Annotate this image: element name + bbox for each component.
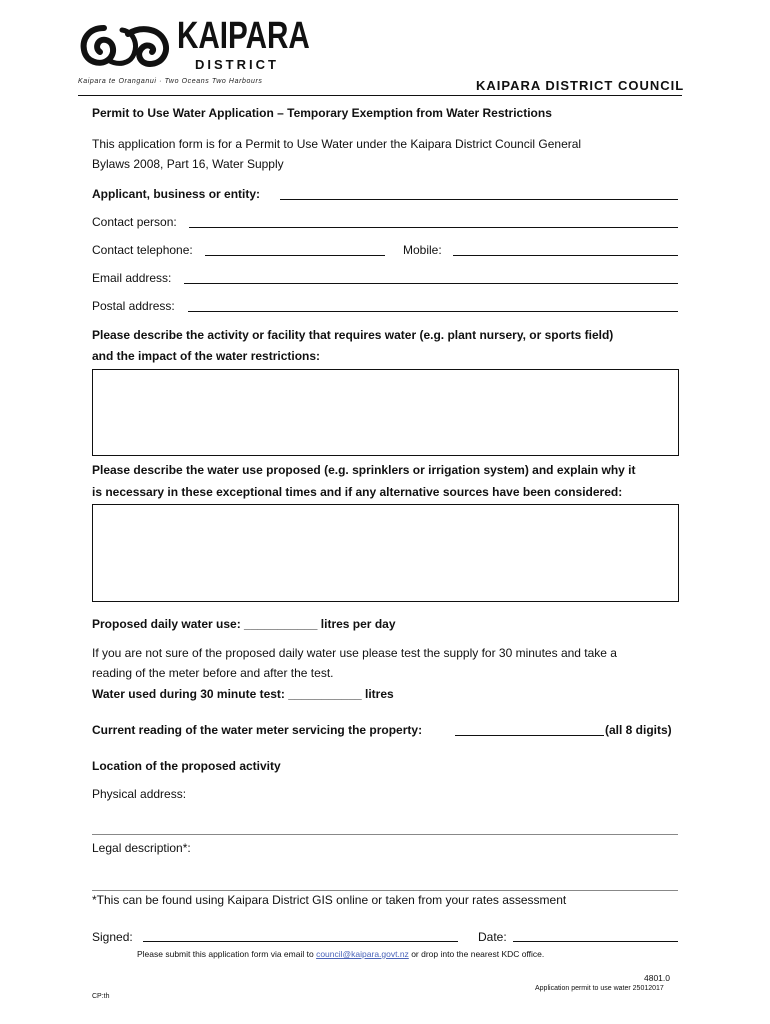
contact-person-field[interactable] <box>189 227 678 228</box>
legal-description-field[interactable] <box>92 890 678 891</box>
water-use-question-line-2: is necessary in these exceptional times and if any alternative sources have been considered: <box>92 485 623 499</box>
brand-district: DISTRICT <box>195 57 279 72</box>
mobile-label: Mobile: <box>403 243 442 257</box>
water-use-description-box[interactable] <box>92 504 679 602</box>
signature-field[interactable] <box>143 941 458 942</box>
mobile-field[interactable] <box>453 255 678 256</box>
tagline: Kaipara te Oranganui · Two Oceans Two Harbours <box>78 78 263 85</box>
form-title: Permit to Use Water Application – Temporary Exemption from Water Restrictions <box>92 106 552 120</box>
meter-reading-suffix: (all 8 digits) <box>605 723 672 737</box>
applicant-field[interactable] <box>280 199 678 200</box>
submit-prefix: Please submit this application form via email to <box>137 949 314 959</box>
activity-description-box[interactable] <box>92 369 679 456</box>
contact-person-label: Contact person: <box>92 215 177 229</box>
intro-line-2: Bylaws 2008, Part 16, Water Supply <box>92 157 284 171</box>
intro-line-1: This application form is for a Permit to Use Water under the Kaipara District Council General <box>92 137 582 151</box>
email-field[interactable] <box>184 283 678 284</box>
brand-name: KAIPARA <box>177 15 310 57</box>
author-initials: CP:th <box>92 993 110 1000</box>
physical-address-field[interactable] <box>92 834 678 835</box>
submit-suffix: or drop into the nearest KDC office. <box>411 949 545 959</box>
submit-instructions <box>137 949 544 959</box>
activity-question-line-2: and the impact of the water restrictions: <box>92 349 321 363</box>
water-use-question-line-1: Please describe the water use proposed (e.g. sprinklers or irrigation system) and explain why it <box>92 463 636 477</box>
test-note-line-2: reading of the meter before and after the test. <box>92 666 334 680</box>
legal-description-label: Legal description*: <box>92 841 191 855</box>
header-rule <box>78 95 682 96</box>
applicant-label: Applicant, business or entity: <box>92 187 261 201</box>
location-heading: Location of the proposed activity <box>92 759 281 773</box>
activity-question-line-1: Please describe the activity or facility that requires water (e.g. plant nursery, or sports field) <box>92 328 614 342</box>
date-label: Date: <box>478 930 507 944</box>
date-field[interactable] <box>513 941 678 942</box>
email-label: Email address: <box>92 271 172 285</box>
council-email-link[interactable]: council@kaipara.govt.nz <box>316 949 409 959</box>
council-name: KAIPARA DISTRICT COUNCIL <box>476 78 685 93</box>
document-reference: Application permit to use water 25012017 <box>535 985 664 992</box>
meter-reading-label: Current reading of the water meter servicing the property: <box>92 723 423 737</box>
kaipara-spiral-icon <box>78 20 178 72</box>
form-number: 4801.0 <box>644 973 670 983</box>
meter-reading-field[interactable] <box>455 735 604 736</box>
contact-telephone-label: Contact telephone: <box>92 243 193 257</box>
contact-telephone-field[interactable] <box>205 255 385 256</box>
test-result[interactable]: Water used during 30 minute test: ___________ litres <box>92 687 394 701</box>
physical-address-label: Physical address: <box>92 787 187 801</box>
test-note-line-1: If you are not sure of the proposed daily water use please test the supply for 30 minutes and take a <box>92 646 617 660</box>
postal-field[interactable] <box>188 311 678 312</box>
gis-footnote: *This can be found using Kaipara District GIS online or taken from your rates assessment <box>92 893 567 907</box>
signed-label: Signed: <box>92 930 133 944</box>
daily-water-use[interactable]: Proposed daily water use: ___________ litres per day <box>92 617 396 631</box>
postal-label: Postal address: <box>92 299 175 313</box>
